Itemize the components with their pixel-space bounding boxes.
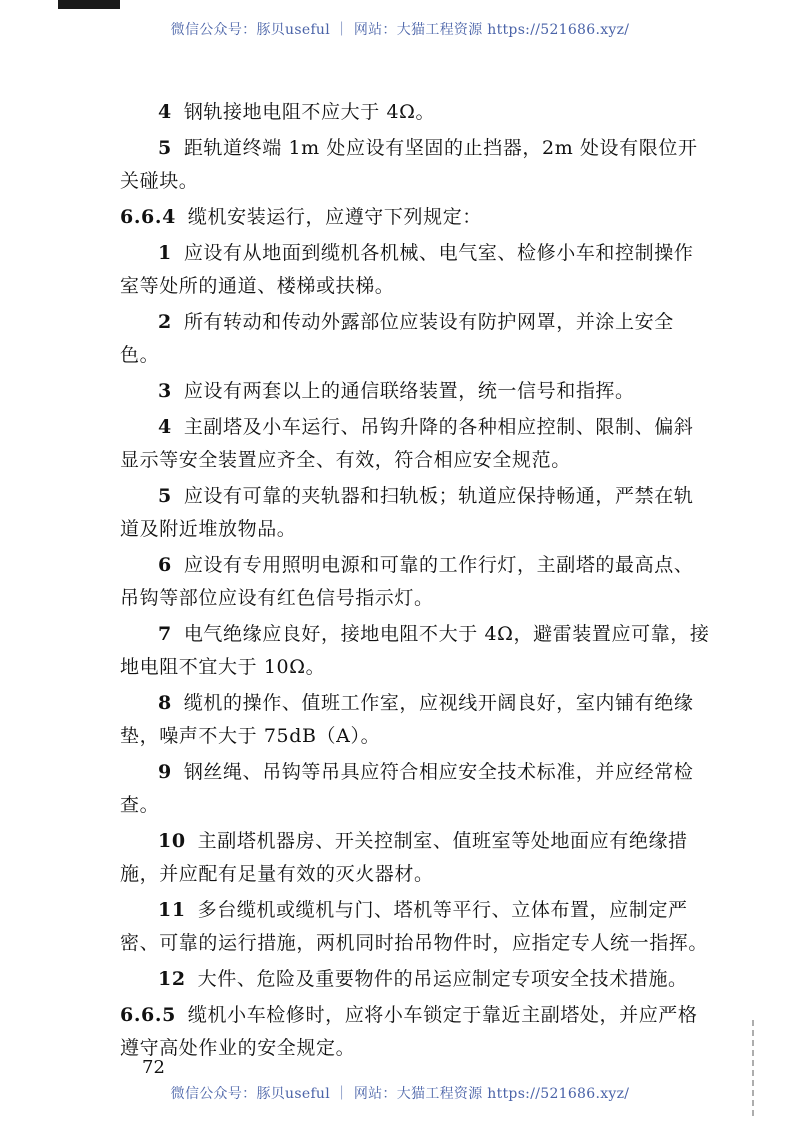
item-text: 主副塔机器房、开关控制室、值班室等处地面应有绝缘措施，并应配有足量有效的灭火器材。 [120, 830, 688, 885]
scan-corner-mark [58, 0, 120, 9]
item-text: 多台缆机或缆机与门、塔机等平行、立体布置，应制定严密、可靠的运行措施，两机同时抬吊物件时，应指定专人统一指挥。 [120, 899, 709, 954]
clause-text: 缆机小车检修时，应将小车锁定于靠近主副塔处，并应严格遵守高处作业的安全规定。 [120, 1004, 698, 1059]
item-number: 4 [158, 416, 172, 438]
list-item [120, 894, 712, 960]
item-text: 钢丝绳、吊钩等吊具应符合相应安全技术标准，并应经常检查。 [120, 761, 694, 816]
item-text: 应设有可靠的夹轨器和扫轨板；轨道应保持畅通，严禁在轨道及附近堆放物品。 [120, 485, 694, 540]
clause-6-6-5 [120, 999, 712, 1065]
document-body [120, 96, 712, 1065]
list-item [120, 549, 712, 615]
item-number: 5 [158, 485, 172, 507]
item-text: 电气绝缘应良好，接地电阻不大于 4Ω，避雷装置应可靠，接地电阻不宜大于 10Ω。 [120, 623, 710, 678]
item-text: 钢轨接地电阻不应大于 4Ω。 [183, 101, 436, 123]
list-item [120, 687, 712, 753]
watermark-top: 微信公众号：豚贝useful ｜ 网站：大猫工程资源 https://521686.xyz/ [170, 22, 630, 38]
item-number: 10 [158, 830, 186, 852]
item-text: 大件、危险及重要物件的吊运应制定专项安全技术措施。 [197, 968, 688, 990]
item-text: 应设有专用照明电源和可靠的工作行灯，主副塔的最高点、吊钩等部位应设有红色信号指示灯。 [120, 554, 694, 609]
item-number: 8 [158, 692, 172, 714]
item-number: 2 [158, 311, 172, 333]
item-text: 距轨道终端 1m 处应设有坚固的止挡器，2m 处设有限位开关碰块。 [120, 137, 698, 192]
item-number: 3 [158, 380, 172, 402]
clause-text: 缆机安装运行，应遵守下列规定： [187, 206, 482, 228]
list-item [120, 375, 712, 408]
clause-number: 6.6.5 [120, 1004, 176, 1026]
list-item [120, 756, 712, 822]
item-number: 11 [158, 899, 186, 921]
item-text: 缆机的操作、值班工作室，应视线开阔良好，室内铺有绝缘垫，噪声不大于 75dB（A）。 [120, 692, 694, 747]
list-item [120, 963, 712, 996]
item-text: 应设有两套以上的通信联络装置，统一信号和指挥。 [183, 380, 635, 402]
list-item [120, 825, 712, 891]
item-number: 7 [158, 623, 172, 645]
item-number: 6 [158, 554, 172, 576]
page-number: 72 [142, 1057, 165, 1078]
list-item [120, 618, 712, 684]
list-item [120, 96, 712, 129]
item-text: 主副塔及小车运行、吊钩升降的各种相应控制、限制、偏斜显示等安全装置应齐全、有效，符合相应安全规范。 [120, 416, 694, 471]
clause-number: 6.6.4 [120, 206, 176, 228]
item-text: 所有转动和传动外露部位应装设有防护网罩，并涂上安全色。 [120, 311, 674, 366]
list-item [120, 411, 712, 477]
list-item [120, 306, 712, 372]
item-number: 4 [158, 101, 172, 123]
watermark-bottom: 微信公众号：豚贝useful ｜ 网站：大猫工程资源 https://521686.xyz/ [170, 1086, 630, 1102]
item-number: 12 [158, 968, 186, 990]
item-text: 应设有从地面到缆机各机械、电气室、检修小车和控制操作室等处所的通道、楼梯或扶梯。 [120, 242, 694, 297]
item-number: 1 [158, 242, 172, 264]
item-number: 5 [158, 137, 172, 159]
list-item [120, 480, 712, 546]
item-number: 9 [158, 761, 172, 783]
scan-edge-artifact [752, 1020, 754, 1120]
clause-6-6-4 [120, 201, 712, 234]
list-item [120, 132, 712, 198]
list-item [120, 237, 712, 303]
